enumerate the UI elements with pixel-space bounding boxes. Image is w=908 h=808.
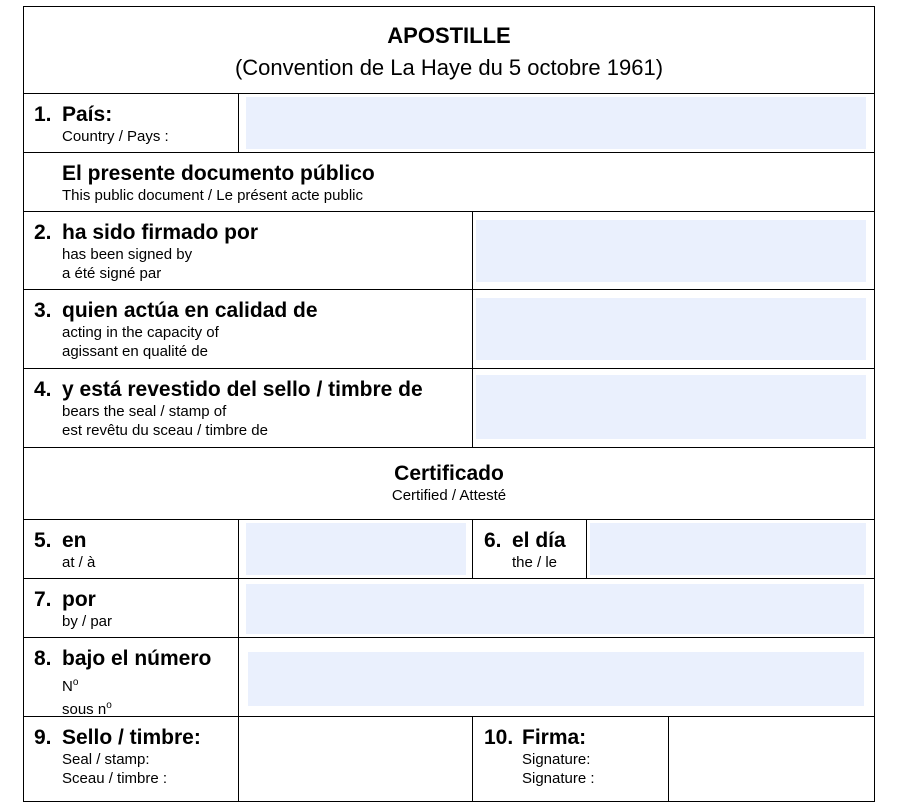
at-input[interactable] bbox=[246, 523, 466, 575]
row-seal-signature bbox=[24, 717, 874, 801]
apostille-form bbox=[23, 6, 875, 802]
row-signed-by bbox=[24, 212, 874, 290]
capacity-input[interactable] bbox=[476, 298, 866, 360]
field-number: 9. bbox=[34, 726, 52, 749]
signature-area[interactable] bbox=[669, 717, 874, 801]
by-input[interactable] bbox=[246, 584, 864, 634]
country-label: País: Country / Pays : bbox=[62, 103, 169, 145]
field-number: 6. bbox=[484, 529, 502, 552]
form-title: APOSTILLE bbox=[387, 23, 511, 48]
row-certified bbox=[24, 448, 874, 520]
at-label: en at / à bbox=[62, 529, 96, 571]
row-number bbox=[24, 638, 874, 717]
number-label: bajo el número $N^o$ sous $n^o$ bbox=[62, 647, 212, 718]
seal-area[interactable] bbox=[239, 717, 472, 801]
by-label: por by / par bbox=[62, 588, 113, 630]
signed-by-input[interactable] bbox=[476, 220, 866, 282]
field-number: 2. bbox=[34, 221, 52, 244]
day-label: el día the / le bbox=[512, 529, 566, 571]
row-place-date bbox=[24, 520, 874, 579]
seal-label: Sello / timbre: Seal / stamp: Sceau / timbre : bbox=[62, 726, 201, 787]
row-capacity bbox=[24, 290, 874, 369]
field-number: 4. bbox=[34, 378, 52, 401]
row-seal-of bbox=[24, 369, 874, 448]
row-country bbox=[24, 94, 874, 153]
public-document-label: El presente documento público This public document / Le présent acte public bbox=[62, 162, 375, 204]
number-input[interactable] bbox=[248, 652, 864, 706]
capacity-label: quien actúa en calidad de acting in the capacity of agissant en qualité de bbox=[62, 299, 318, 360]
row-by bbox=[24, 579, 874, 638]
day-input[interactable] bbox=[590, 523, 866, 575]
signed-by-label: ha sido firmado por has been signed by a été signé par bbox=[62, 221, 259, 282]
field-number: 8. bbox=[34, 647, 52, 670]
seal-of-label: y está revestido del sello / timbre de bears the seal / stamp of est revêtu du sceau / timbre de bbox=[62, 378, 423, 439]
signature-label: Firma: Signature: Signature : bbox=[522, 726, 595, 787]
field-number: 3. bbox=[34, 299, 52, 322]
country-input[interactable] bbox=[246, 97, 866, 149]
form-header bbox=[24, 7, 874, 94]
seal-of-input[interactable] bbox=[476, 375, 866, 439]
row-public-document bbox=[24, 153, 874, 212]
field-number: 10. bbox=[484, 726, 514, 749]
field-number: 5. bbox=[34, 529, 52, 552]
form-subtitle: (Convention de La Haye du 5 octobre 1961) bbox=[234, 55, 664, 80]
field-number: 1. bbox=[34, 103, 52, 126]
field-number: 7. bbox=[34, 588, 52, 611]
certified-heading: Certificado Certified / Attesté bbox=[391, 462, 507, 504]
